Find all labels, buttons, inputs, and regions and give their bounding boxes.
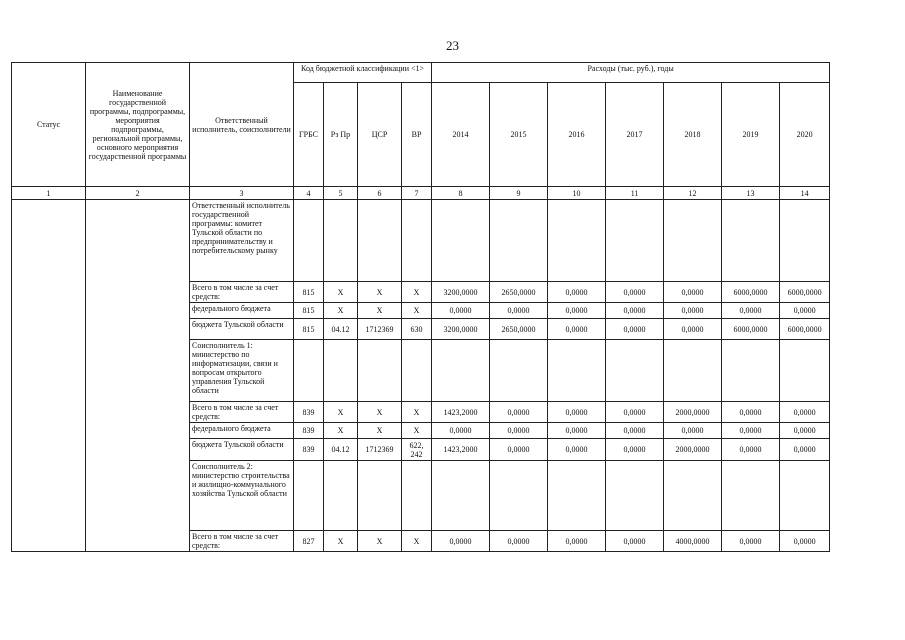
column-numbers-row	[12, 187, 830, 200]
header-status: Статус	[12, 63, 86, 187]
code-cell	[358, 200, 402, 282]
code-cell: 815	[294, 319, 324, 340]
amount-cell: 0,0000	[490, 303, 548, 319]
amount-cell: 0,0000	[722, 439, 780, 461]
amount-cell: 0,0000	[722, 423, 780, 439]
amount-cell: 0,0000	[664, 319, 722, 340]
amount-cell: 0,0000	[780, 303, 830, 319]
amount-cell: 0,0000	[548, 319, 606, 340]
amount-cell: 6000,0000	[722, 319, 780, 340]
amount-cell: 3200,0000	[432, 282, 490, 303]
code-cell: Х	[402, 423, 432, 439]
code-cell: Х	[358, 402, 402, 423]
amount-cell: 2000,0000	[664, 402, 722, 423]
header-expenses: Расходы (тыс. руб.), годы	[432, 63, 830, 83]
amount-cell: 0,0000	[432, 303, 490, 319]
amount-cell: 6000,0000	[780, 319, 830, 340]
header-year: 2014	[432, 83, 490, 187]
amount-cell: 2000,0000	[664, 439, 722, 461]
amount-cell: 0,0000	[606, 402, 664, 423]
amount-cell	[780, 461, 830, 531]
header-year: 2019	[722, 83, 780, 187]
column-number: 1	[12, 187, 86, 200]
code-cell: 1712369	[358, 319, 402, 340]
code-cell: Х	[324, 303, 358, 319]
amount-cell: 1423,2000	[432, 402, 490, 423]
column-number: 2	[86, 187, 190, 200]
amount-cell: 0,0000	[490, 531, 548, 552]
code-cell	[402, 200, 432, 282]
code-cell: Х	[358, 282, 402, 303]
amount-cell	[490, 200, 548, 282]
amount-cell	[606, 200, 664, 282]
column-number: 4	[294, 187, 324, 200]
amount-cell: 0,0000	[664, 282, 722, 303]
header-grbs: ГРБС	[294, 83, 324, 187]
header-budget-code: Код бюджетной классификации <1>	[294, 63, 432, 83]
amount-cell	[722, 200, 780, 282]
amount-cell: 6000,0000	[780, 282, 830, 303]
code-cell: 622, 242	[402, 439, 432, 461]
executor-cell: федерального бюджета	[190, 423, 294, 439]
executor-cell: Всего в том числе за счет средств:	[190, 282, 294, 303]
executor-cell: Всего в том числе за счет средств:	[190, 402, 294, 423]
code-cell	[402, 461, 432, 531]
amount-cell: 0,0000	[490, 423, 548, 439]
code-cell	[294, 200, 324, 282]
amount-cell	[722, 340, 780, 402]
amount-cell	[606, 461, 664, 531]
amount-cell: 0,0000	[606, 282, 664, 303]
code-cell: Х	[324, 423, 358, 439]
code-cell	[358, 461, 402, 531]
executor-cell: Соисполнитель 2: министерство строительства и жилищно-коммунального хозяйства Тульской области	[190, 461, 294, 531]
code-cell	[358, 340, 402, 402]
amount-cell: 0,0000	[432, 423, 490, 439]
column-number: 11	[606, 187, 664, 200]
amount-cell: 0,0000	[780, 423, 830, 439]
header-year: 2016	[548, 83, 606, 187]
amount-cell	[548, 461, 606, 531]
amount-cell: 0,0000	[664, 423, 722, 439]
amount-cell: 0,0000	[548, 423, 606, 439]
code-cell: Х	[324, 282, 358, 303]
amount-cell: 0,0000	[490, 439, 548, 461]
amount-cell: 0,0000	[548, 439, 606, 461]
amount-cell: 0,0000	[722, 531, 780, 552]
amount-cell	[664, 340, 722, 402]
code-cell: Х	[402, 303, 432, 319]
code-cell: 04.12	[324, 319, 358, 340]
code-cell: 815	[294, 303, 324, 319]
executor-cell: бюджета Тульской области	[190, 319, 294, 340]
amount-cell: 1423,2000	[432, 439, 490, 461]
code-cell: Х	[358, 531, 402, 552]
amount-cell: 4000,0000	[664, 531, 722, 552]
header-program-name: Наименование государственной программы, подпрограммы, мероприятия подпрограммы, региональной программы, основного мероприятия государственной программы	[86, 63, 190, 187]
code-cell: Х	[358, 303, 402, 319]
amount-cell	[432, 200, 490, 282]
column-number: 8	[432, 187, 490, 200]
amount-cell	[432, 461, 490, 531]
code-cell: 839	[294, 423, 324, 439]
code-cell: 630	[402, 319, 432, 340]
column-number: 13	[722, 187, 780, 200]
code-cell: 04.12	[324, 439, 358, 461]
code-cell: Х	[402, 402, 432, 423]
amount-cell	[548, 200, 606, 282]
executor-cell: Соисполнитель 1: министерство по информатизации, связи и вопросам открытого управления Тульской области	[190, 340, 294, 402]
amount-cell	[490, 340, 548, 402]
amount-cell: 0,0000	[432, 531, 490, 552]
amount-cell	[548, 340, 606, 402]
header-rzpr: Рз Пр	[324, 83, 358, 187]
amount-cell: 0,0000	[490, 402, 548, 423]
amount-cell: 0,0000	[780, 531, 830, 552]
header-csr: ЦСР	[358, 83, 402, 187]
amount-cell	[432, 340, 490, 402]
amount-cell: 0,0000	[722, 402, 780, 423]
amount-cell: 2650,0000	[490, 282, 548, 303]
executor-cell: Всего в том числе за счет средств:	[190, 531, 294, 552]
code-cell: 815	[294, 282, 324, 303]
header-year: 2018	[664, 83, 722, 187]
amount-cell: 0,0000	[548, 282, 606, 303]
amount-cell: 0,0000	[548, 402, 606, 423]
amount-cell: 0,0000	[548, 531, 606, 552]
code-cell	[324, 461, 358, 531]
header-year: 2020	[780, 83, 830, 187]
amount-cell: 0,0000	[606, 303, 664, 319]
code-cell: Х	[324, 531, 358, 552]
amount-cell: 0,0000	[780, 439, 830, 461]
amount-cell: 0,0000	[606, 423, 664, 439]
amount-cell: 0,0000	[780, 402, 830, 423]
code-cell	[402, 340, 432, 402]
amount-cell	[606, 340, 664, 402]
column-number: 10	[548, 187, 606, 200]
amount-cell	[780, 200, 830, 282]
amount-cell: 0,0000	[548, 303, 606, 319]
executor-cell: бюджета Тульской области	[190, 439, 294, 461]
column-number: 12	[664, 187, 722, 200]
header-vr: ВР	[402, 83, 432, 187]
code-cell: Х	[358, 423, 402, 439]
amount-cell	[722, 461, 780, 531]
budget-table	[11, 62, 830, 552]
amount-cell	[780, 340, 830, 402]
code-cell: 839	[294, 402, 324, 423]
table-body	[12, 200, 830, 552]
column-number: 5	[324, 187, 358, 200]
status-cell	[12, 200, 86, 552]
amount-cell: 2650,0000	[490, 319, 548, 340]
column-number: 7	[402, 187, 432, 200]
code-cell	[324, 340, 358, 402]
column-number: 14	[780, 187, 830, 200]
amount-cell: 0,0000	[606, 531, 664, 552]
code-cell: Х	[402, 282, 432, 303]
program-name-cell	[86, 200, 190, 552]
amount-cell: 6000,0000	[722, 282, 780, 303]
header-year: 2015	[490, 83, 548, 187]
page-number: 23	[446, 38, 459, 53]
column-number: 6	[358, 187, 402, 200]
table-row	[12, 200, 830, 282]
amount-cell: 0,0000	[606, 439, 664, 461]
code-cell: 1712369	[358, 439, 402, 461]
column-number: 3	[190, 187, 294, 200]
amount-cell: 0,0000	[722, 303, 780, 319]
header-executor: Ответственный исполнитель, соисполнители	[190, 63, 294, 187]
code-cell: Х	[324, 402, 358, 423]
code-cell: 827	[294, 531, 324, 552]
amount-cell: 0,0000	[606, 319, 664, 340]
amount-cell	[664, 461, 722, 531]
header-year: 2017	[606, 83, 664, 187]
amount-cell: 0,0000	[664, 303, 722, 319]
amount-cell	[664, 200, 722, 282]
code-cell: Х	[402, 531, 432, 552]
executor-cell: Ответственный исполнитель государственной программы: комитет Тульской области по предпринимательству и потребительскому рынку	[190, 200, 294, 282]
code-cell: 839	[294, 439, 324, 461]
amount-cell	[490, 461, 548, 531]
code-cell	[294, 461, 324, 531]
executor-cell: федерального бюджета	[190, 303, 294, 319]
amount-cell: 3200,0000	[432, 319, 490, 340]
column-number: 9	[490, 187, 548, 200]
code-cell	[324, 200, 358, 282]
code-cell	[294, 340, 324, 402]
